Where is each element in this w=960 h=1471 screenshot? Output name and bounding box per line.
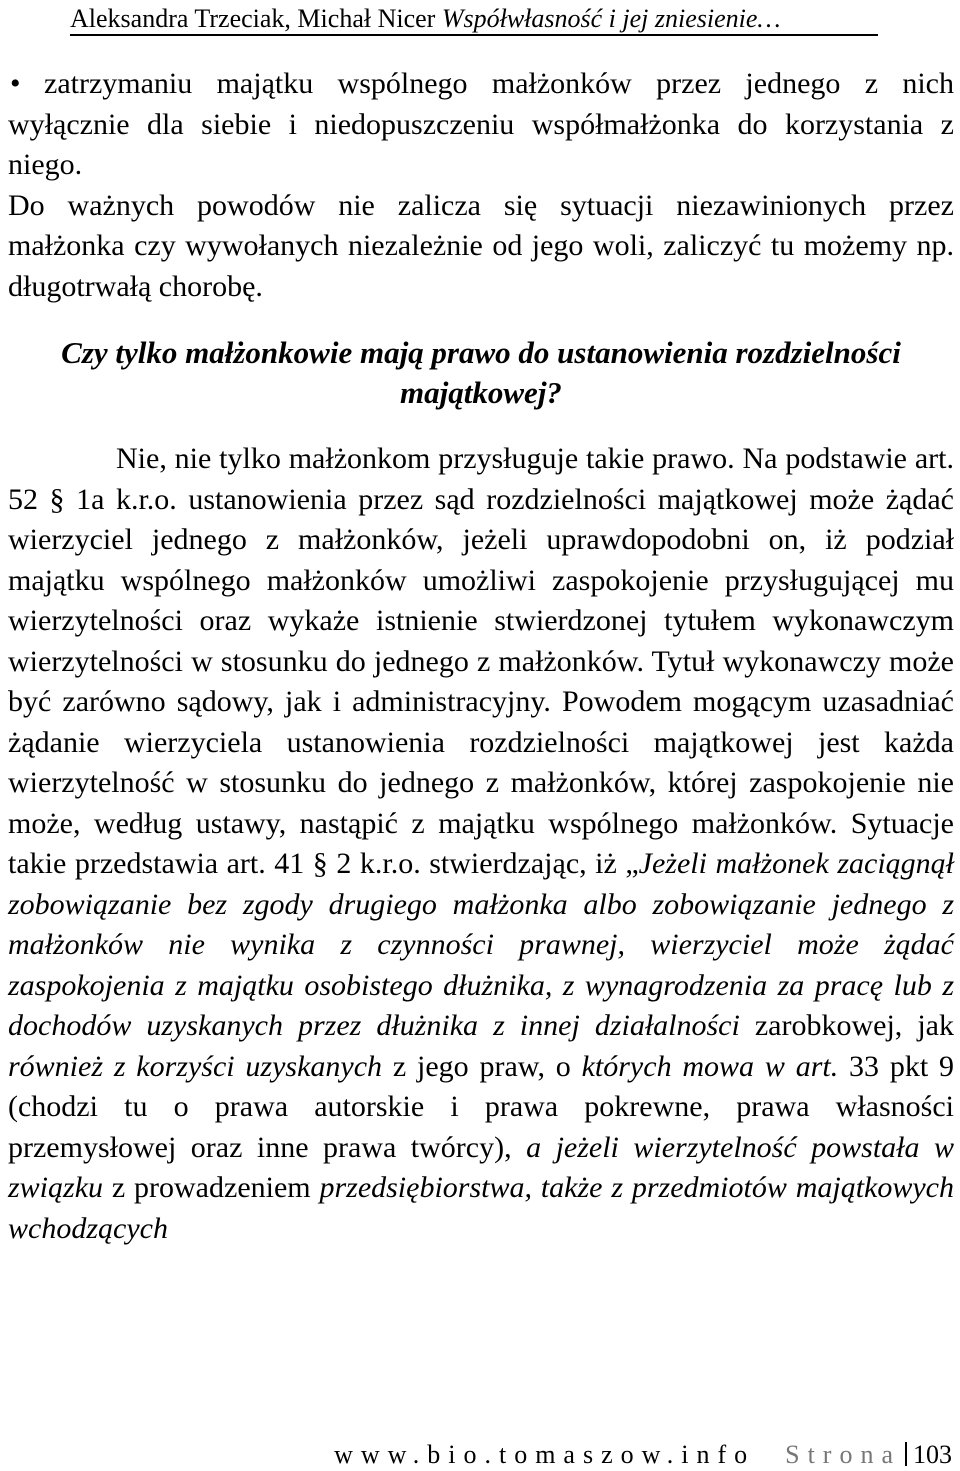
- page-header: [70, 4, 890, 34]
- header-divider: [70, 34, 878, 36]
- statute-quote: a jeżeli wierzytelność powstała w związku: [8, 1130, 954, 1204]
- footer-page-label: Strona: [785, 1440, 901, 1469]
- quote-text: z jego praw, o: [382, 1049, 582, 1083]
- quote-open-mark: „: [616, 847, 639, 880]
- bullet-text: zatrzymaniu majątku wspólnego małżonków przez jednego z nich wyłącznie dla siebie i niedopuszczeniu współmałżonka do korzystania z niego.: [8, 67, 954, 181]
- quote-text: z prowadzeniem: [103, 1171, 320, 1204]
- statute-quote: również z korzyści uzyskanych: [8, 1049, 383, 1083]
- page-footer: [334, 1440, 952, 1470]
- section-question-heading: Czy tylko małżonkowie mają prawo do ustanowienia rozdzielności majątkowej?: [61, 335, 901, 410]
- footer-divider: [905, 1442, 907, 1466]
- quote-text: 33 pkt 9 (chodzi tu o prawa autorskie i prawa pokrewne, prawa własności przemysłowej oraz inne prawa twórcy),: [8, 1049, 954, 1164]
- header-title: Współwłasność i jej zniesienie…: [441, 4, 781, 33]
- paragraph-text: Nie, nie tylko małżonkom przysługuje takie prawo. Na podstawie art. 52 § 1a k.r.o. ustanowienia przez sąd rozdzielności majątkowej może żądać wierzyciel jednego z małżonków, jeżeli uprawdopodobni on, iż podział majątku wspólnego małżonków umożliwi zaspokojenie przysługującej mu wierzytelności oraz wykaże istnienie stwierdzonej tytułem wykonawczym wierzytelności w stosunku do jednego z małżonków. Tytuł wykonawczy może być zarówno sądowy, jak i administracyjny. Powodem mogącym uzasadniać żądanie wierzyciela ustanowienia rozdzielności majątkowej jest każda wierzytelność w stosunku do jednego z małżonków, której zaspokojenie nie może, według ustawy, nastąpić z majątku wspólnego małżonków. Sytuacje takie przedstawia art. 41 § 2 k.r.o. stwierdzając, iż: [8, 442, 954, 880]
- statute-quote: których mowa w art.: [581, 1049, 839, 1083]
- paragraph-creditor-right: [8, 439, 954, 1249]
- quote-text: zarobkowej, jak: [739, 1009, 954, 1042]
- bullet-list-item: [8, 64, 954, 186]
- bullet-icon: •: [10, 67, 21, 100]
- statute-quote: przedsiębiorstwa, także z przedmiotów majątkowych wchodzących: [8, 1171, 954, 1245]
- paragraph-important-reasons: Do ważnych powodów nie zalicza się sytuacji niezawinionych przez małżonka czy wywołanych niezależnie od jego woli, zaliczyć tu możemy np. długotrwałą chorobę.: [8, 188, 954, 303]
- statute-quote: Jeżeli małżonek zaciągnął zobowiązanie bez zgody drugiego małżonka albo zobowiązanie jednego z małżonków nie wynika z czynności prawnej, wierzyciel może żądać zaspokojenia z majątku osobistego dłużnika, z wynagrodzenia za pracę lub z dochodów uzyskanych przez dłużnika z innej działalności: [8, 847, 954, 1042]
- page-body: [8, 64, 954, 1249]
- footer-page-number: 103: [913, 1440, 952, 1469]
- footer-website-link[interactable]: www.bio.tomaszow.info: [334, 1440, 756, 1469]
- header-authors: Aleksandra Trzeciak, Michał Nicer: [70, 4, 436, 33]
